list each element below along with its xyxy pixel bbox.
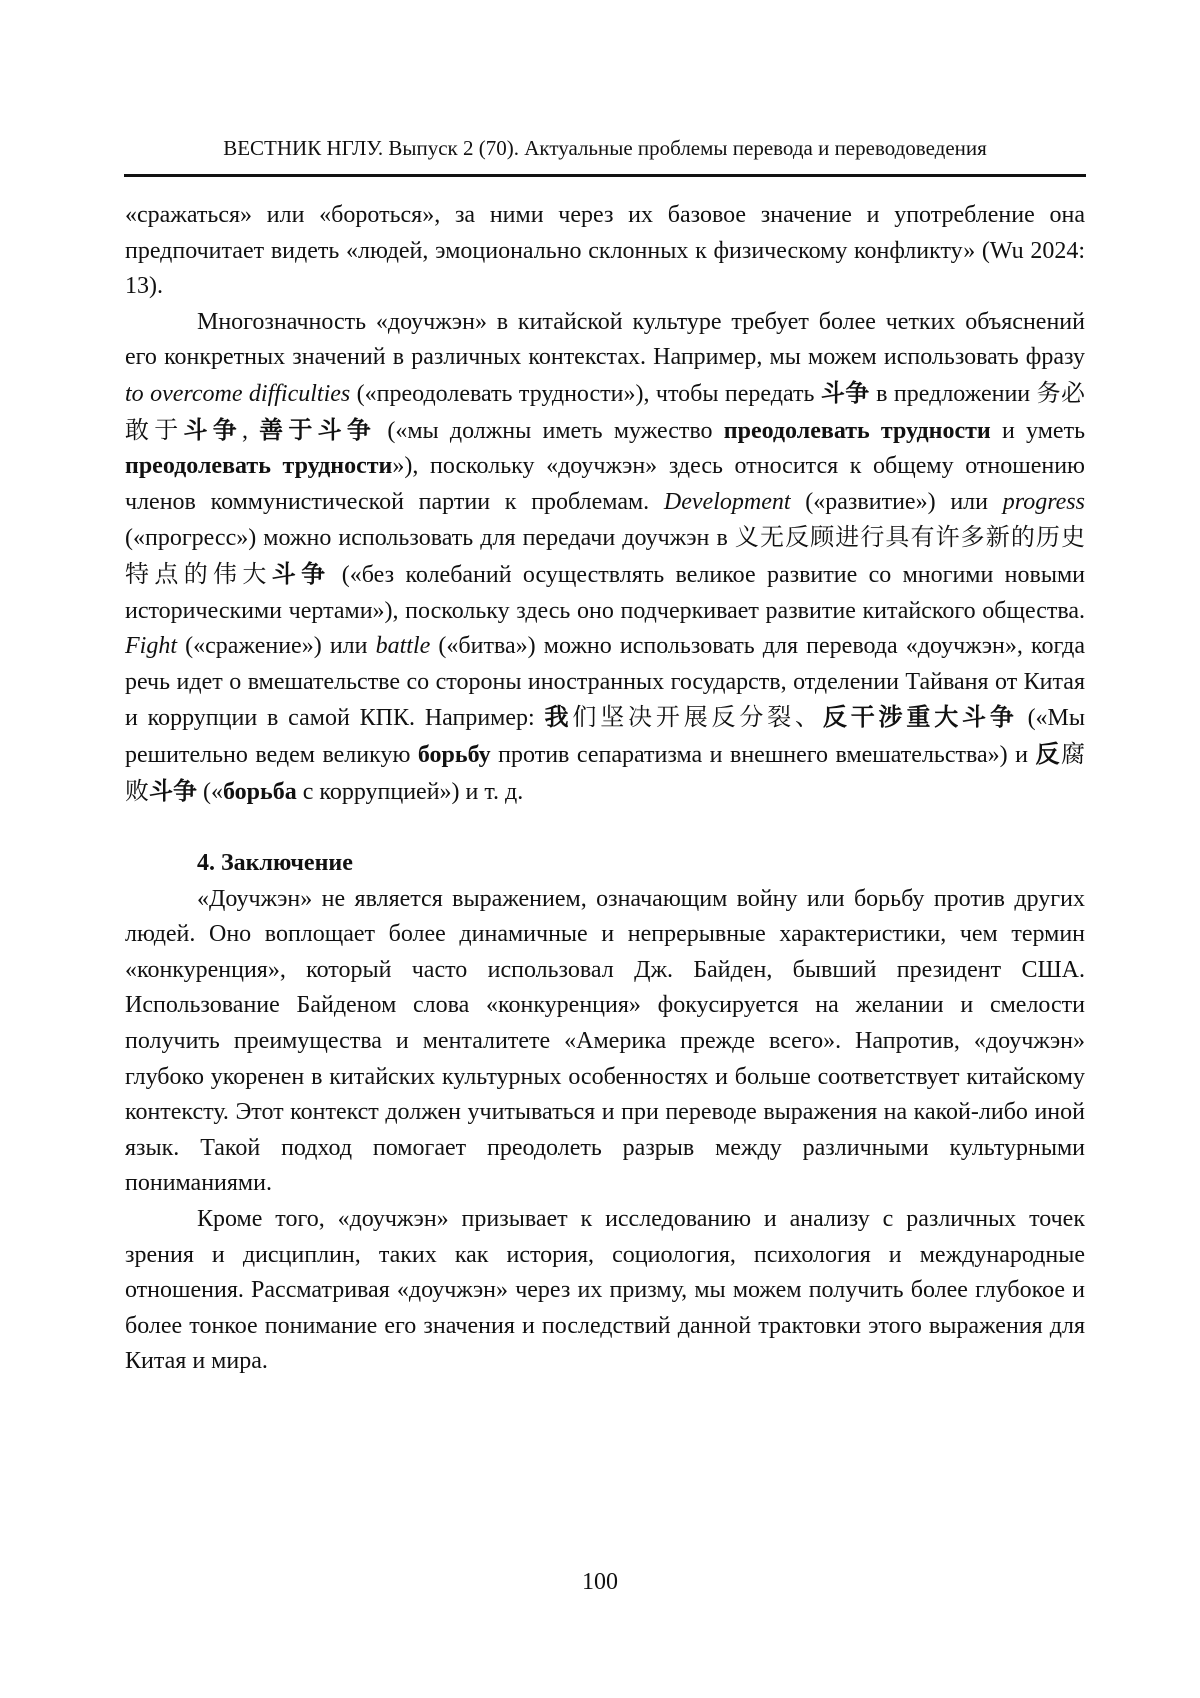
conclusion-paragraph-1: «Доучжэн» не является выражением, означающим войну или борьбу против других людей. Оно воплощает более динамичные и непрерывные характеристики, чем термин «конкуренция», который часто использовал Дж. Байден, бывший президент США. Использование Байденом слова «конкуренция» фокусируется на желании и смелости получить преимущества и менталитете «Америка прежде всего». Напротив, «доучжэн» глубоко укоренен в китайских культурных особенностях и больше соответствует китайскому контексту. Этот контекст должен учитываться и при переводе выражения на какой-либо иной язык. Такой подход помогает преодолеть разрыв между различными культурными пониманиями. <box>125 882 1085 1202</box>
text-run: с коррупцией») и т. д. <box>297 779 524 805</box>
italic-term: progress <box>1003 489 1085 515</box>
chinese-term-bold: 反 <box>1036 740 1062 768</box>
bold-phrase: борьба <box>223 779 297 805</box>
bold-phrase: борьбу <box>418 742 491 768</box>
chinese-text: 义无反顾进行具有许多新的历史特点的伟大 <box>125 523 1085 588</box>
italic-term: Fight <box>125 633 177 659</box>
text-run: («преодолевать трудности»), чтобы передать <box>350 381 821 407</box>
chinese-term-bold: 斗争 <box>183 416 241 444</box>
text-run: («без колебаний осуществлять великое развитие со многими новыми историческими чертами»), поскольку здесь оно подчеркивает развитие китайского общества. <box>125 562 1085 624</box>
chinese-text: 腐败 <box>125 740 1085 805</box>
text-run: «сражаться» или «бороться», за ними через их базовое значение и употребление она предпочитает видеть «людей, эмоционально склонных к физическому конфликту» (Wu 2024: 13). <box>125 202 1085 299</box>
chinese-term-bold: 我 <box>545 703 573 731</box>
page-number: 100 <box>0 1567 1200 1597</box>
chinese-term-bold: 反干涉重大斗争 <box>823 703 1018 731</box>
header-rule <box>124 174 1086 177</box>
chinese-text: 务必敢于 <box>125 379 1085 444</box>
italic-term: Development <box>664 489 791 515</box>
conclusion-paragraph-2: Кроме того, «доучжэн» призывает к исследованию и анализу с различных точек зрения и дисциплин, таких как история, социология, психология и международные отношения. Рассматривая «доучжэн» через их призму, мы можем получить более глубокое и более тонкое понимание его значения и последствий данной трактовки этого выражения для Китая и мира. <box>125 1202 1085 1380</box>
text-run: («развитие») или <box>791 489 1003 515</box>
text-run: , <box>242 418 259 444</box>
text-run: («Мы решительно ведем великую <box>125 705 1085 768</box>
text-run: («битва») можно использовать для перевода «доучжэн», когда речь идет о вмешательстве со стороны иностранных государств, отделении Тайваня от Китая и коррупции в самой КПК. Например: <box>125 633 1085 731</box>
chinese-term-bold: 善于斗争 <box>259 416 376 444</box>
paragraph-continuation <box>125 198 1085 305</box>
italic-term: to overcome difficulties <box>125 381 350 407</box>
text-run: в предложении <box>870 381 1037 407</box>
chinese-term-bold: 斗争 <box>821 379 870 407</box>
text-run: Многозначность «доучжэн» в китайской культуре требует более четких объяснений его конкретных значений в различных контекстах. Например, мы можем использовать фразу <box>125 309 1085 371</box>
bold-phrase: преодолевать трудности <box>724 418 991 444</box>
text-run: («мы должны иметь мужество <box>376 418 724 444</box>
paragraph-polysemy <box>125 305 1085 810</box>
text-run: против сепаратизма и внешнего вмешательства») и <box>491 742 1036 768</box>
chinese-term-bold: 斗争 <box>272 560 331 588</box>
text-run: (« <box>197 779 223 805</box>
text-run: »), поскольку «доучжэн» здесь относится к общему отношению членов коммунистической партии к проблемам. <box>125 453 1085 515</box>
text-run: («прогресс») можно использовать для передачи доучжэн в <box>125 525 735 551</box>
section-heading: 4. Заключение <box>125 846 1085 882</box>
chinese-text: 们坚决开展反分裂、 <box>572 703 823 731</box>
running-header: ВЕСТНИК НГЛУ. Выпуск 2 (70). Актуальные проблемы перевода и переводоведения <box>125 133 1085 163</box>
article-body <box>125 198 1085 1380</box>
text-run: и уметь <box>991 418 1085 444</box>
chinese-term-bold: 斗争 <box>149 777 197 805</box>
italic-term: battle <box>376 633 431 659</box>
bold-phrase: преодолевать трудности <box>125 453 392 479</box>
text-run: («сражение») или <box>177 633 376 659</box>
